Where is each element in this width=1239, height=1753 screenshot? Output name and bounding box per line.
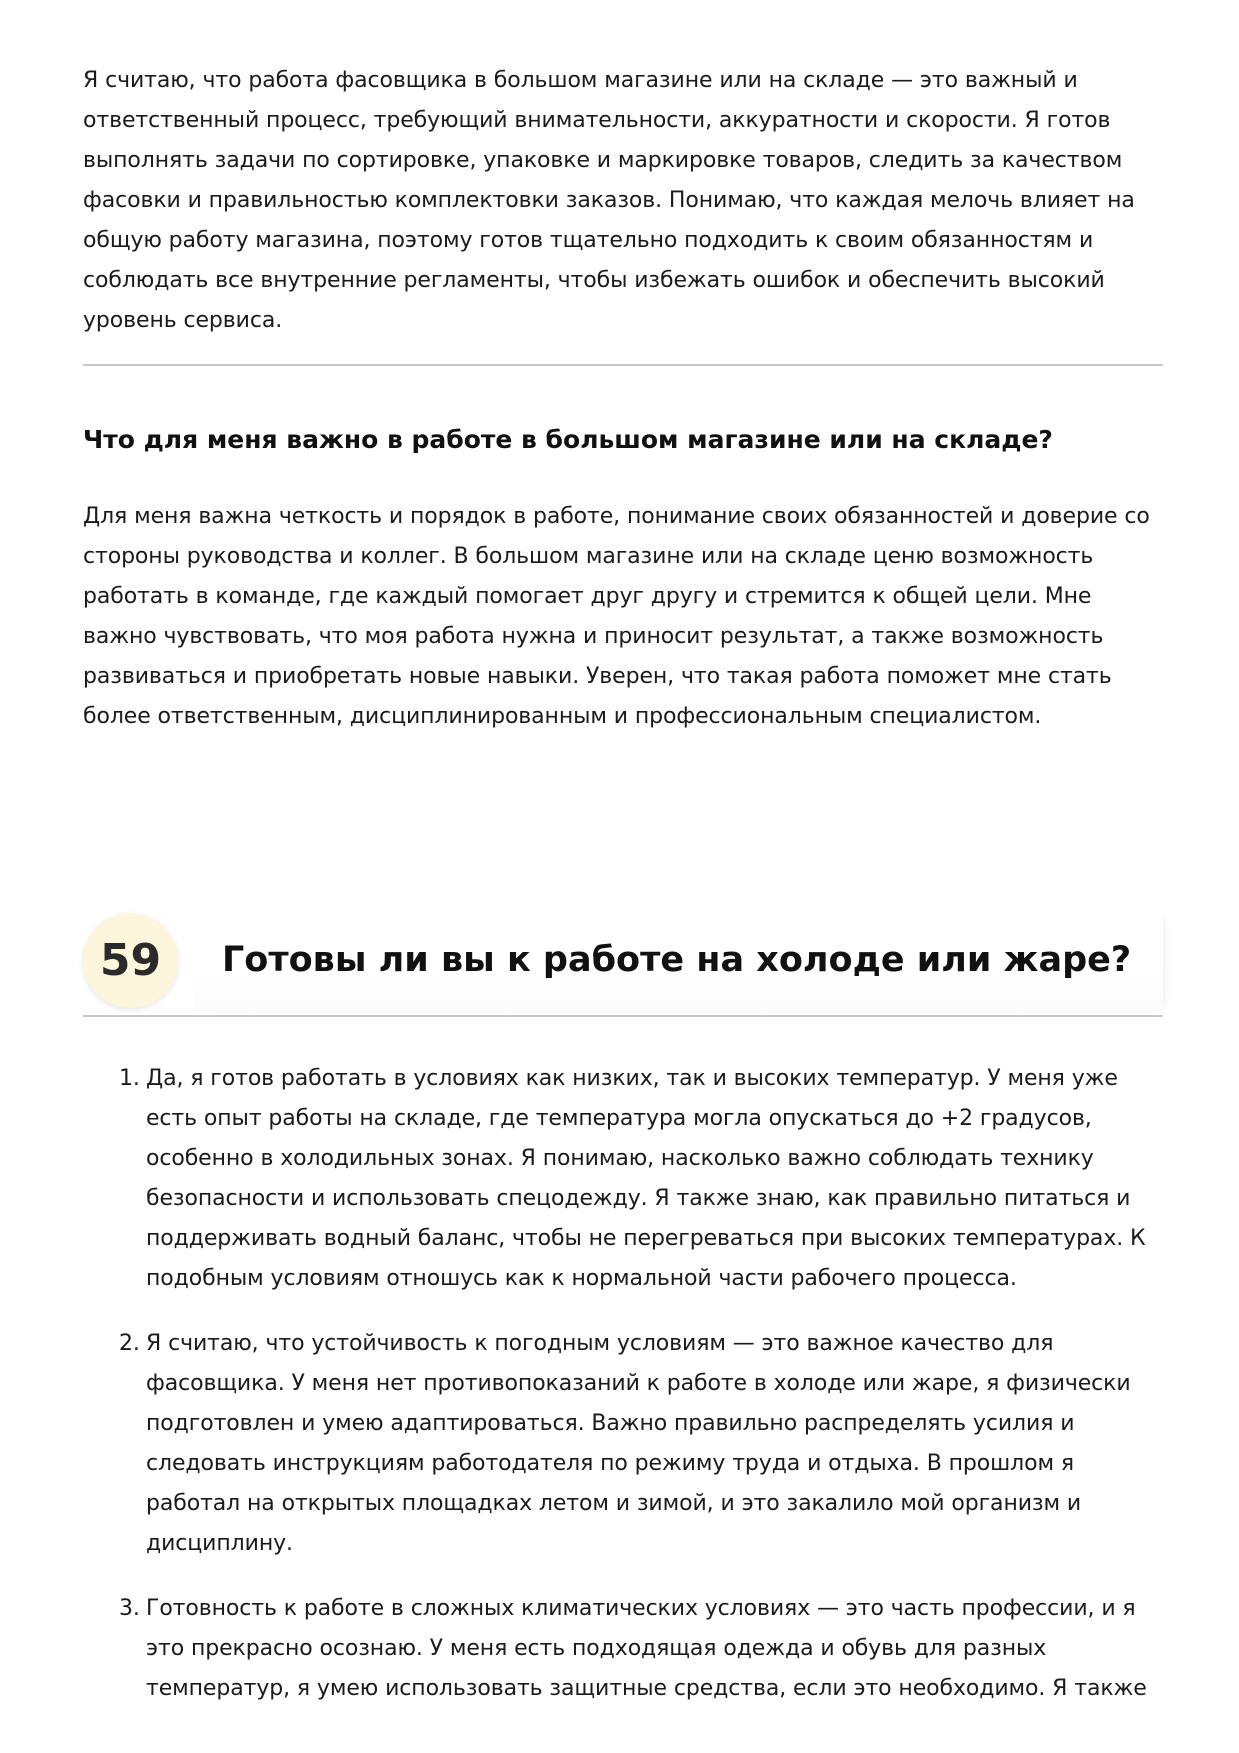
answer-number: 3. xyxy=(119,1596,140,1621)
question-number-badge: 59 xyxy=(83,913,178,1008)
question-header xyxy=(83,913,1163,1013)
answer-text: Я считаю, что устойчивость к погодным условиям — это важное качество для фасовщика. У меня нет противопоказаний к работе в холоде или жаре, я физически подготовлен и умею адаптироваться. Важно правильно распределять усилия и следовать инструкциям работодателя по режиму труда и отдыха. В прошлом я работал на открытых площадках летом и зимой, и это закалило мой организм и дисциплину. xyxy=(146,1331,1131,1556)
answer-text: Да, я готов работать в условиях как низких, так и высоких температур. У меня уже есть опыт работы на складе, где температура могла опускаться до +2 градусов, особенно в холодильных зонах. Я понимаю, насколько важно соблюдать технику безопасности и использовать спецодежду. Я также знаю, как правильно питаться и поддерживать водный баланс, чтобы не перегреваться при высоких температурах. К подобным условиям отношусь как к нормальной части рабочего процесса. xyxy=(146,1066,1146,1291)
section-divider xyxy=(83,364,1163,366)
question-title: Готовы ли вы к работе на холоде или жаре? xyxy=(222,940,1132,980)
answer-list xyxy=(83,1059,1163,1734)
answer-item xyxy=(83,1589,1163,1709)
section-paragraph: Для меня важна четкость и порядок в работе, понимание своих обязанностей и доверие со стороны руководства и коллег. В большом магазине или на складе ценю возможность работать в команде, где каждый помогает друг другу и стремится к общей цели. Мне важно чувствовать, что моя работа нужна и приносит результат, а также возможность развиваться и приобретать новые навыки. Уверен, что такая работа поможет мне стать более ответственным, дисциплинированным и профессиональным специалистом. xyxy=(83,504,1150,729)
answer-text: Готовность к работе в сложных климатических условиях — это часть профессии, и я это прекрасно осознаю. У меня есть подходящая одежда и обувь для разных температур, я умею использовать защитные средства, если это необходимо. Я также xyxy=(146,1596,1147,1701)
section-heading: Что для меня важно в работе в большом магазине или на складе? xyxy=(83,425,1053,454)
intro-paragraph: Я считаю, что работа фасовщика в большом магазине или на складе — это важный и ответственный процесс, требующий внимательности, аккуратности и скорости. Я готов выполнять задачи по сортировке, упаковке и маркировке товаров, следить за качеством фасовки и правильностью комплектовки заказов. Понимаю, что каждая мелочь влияет на общую работу магазина, поэтому готов тщательно подходить к своим обязанностям и соблюдать все внутренние регламенты, чтобы избежать ошибок и обеспечить высокий уровень сервиса. xyxy=(83,68,1135,333)
answer-number: 2. xyxy=(119,1331,140,1356)
answer-item xyxy=(83,1324,1163,1564)
answer-item xyxy=(83,1059,1163,1299)
answer-number: 1. xyxy=(119,1066,140,1091)
question-divider xyxy=(83,1015,1163,1017)
